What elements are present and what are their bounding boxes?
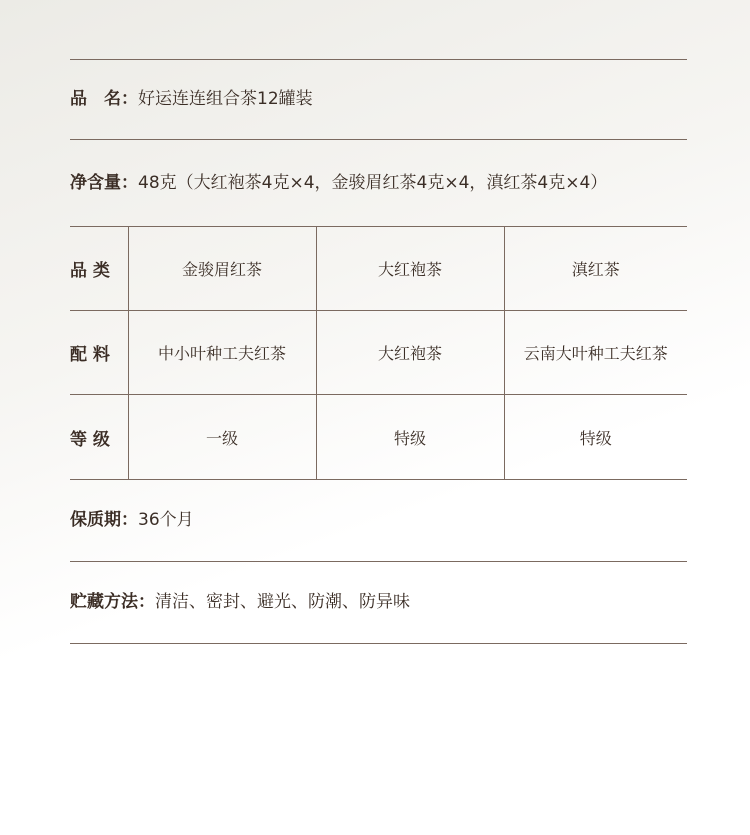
row-header-category-label: 品 类 <box>70 261 110 281</box>
row-header-ingredients-label: 配 料 <box>70 345 110 365</box>
table-cell: 中小叶种工夫红茶 <box>128 311 316 395</box>
spec-table <box>70 226 687 480</box>
shelf-life-label: 保质期： <box>70 510 138 530</box>
table-cell: 特级 <box>316 395 504 480</box>
shelf-life-value: 36个月 <box>138 510 194 530</box>
row-header-grade-label: 等 级 <box>70 429 110 450</box>
table-cell: 大红袍茶 <box>316 311 504 395</box>
shelf-life-row <box>70 480 687 561</box>
table-cell: 云南大叶种工夫红茶 <box>504 311 687 395</box>
storage-label: 贮藏方法： <box>70 592 155 612</box>
table-cell: 特级 <box>504 395 687 480</box>
table-cell: 大红袍茶 <box>316 227 504 311</box>
table-row-grade <box>70 395 687 480</box>
storage-value: 清洁、密封、避光、防潮、防异味 <box>155 592 410 612</box>
product-name-value: 好运连连组合茶12罐装 <box>138 89 313 109</box>
table-row-ingredients <box>70 311 687 395</box>
table-cell: 一级 <box>128 395 316 480</box>
table-cell: 金骏眉红茶 <box>128 227 316 311</box>
product-name-label: 品 名： <box>70 89 138 109</box>
net-content-row <box>70 140 687 226</box>
row-header-ingredients <box>70 311 128 395</box>
net-content-value: 48克（大红袍茶4克×4，金骏眉红茶4克×4，滇红茶4克×4） <box>138 172 608 193</box>
table-cell: 滇红茶 <box>504 227 687 311</box>
product-name-row <box>70 60 687 139</box>
storage-row <box>70 562 687 643</box>
product-spec-sheet <box>70 59 687 644</box>
table-row-category <box>70 227 687 311</box>
row-header-category <box>70 227 128 311</box>
row-header-grade <box>70 395 128 480</box>
net-content-label: 净含量： <box>70 172 138 193</box>
divider-bottom <box>70 643 687 644</box>
